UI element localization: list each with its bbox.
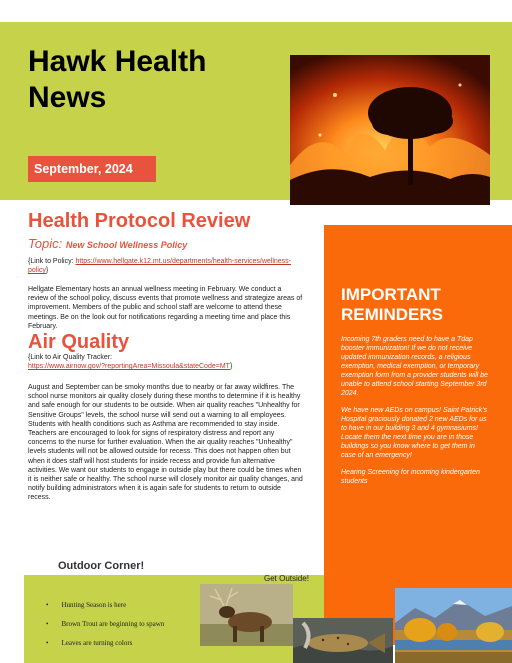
reminders-heading: IMPORTANT REMINDERS xyxy=(341,285,444,324)
air-quality-body: August and September can be smoky months due to nearby or far away wildfires. The school nurse monitors air quality closely during these months to determine if it is healthy and safe enough for our students to be outside. When air quality reaches "Unhealthy for Sensitive Groups" levels, the school nurse will send out a warning to all employees. Students with health conditions such as Asthma are recommended to stay inside. Teachers are encouraged to look for signs of respiratory distress and report any concerns to the nurse for further evaluation. When the air quality reaches "Unhealthy" levels students will not be allowed outside for recess. This does not happen often but when it does staff will host students for inside recess and provide fun alternative activities. We want our students to engage in outside play but there could be times when it is neither safe or healthy. The school nurse will closely monitor air quality changes, and notify building administrators when it is again safe for students to return to outside recess. xyxy=(28,384,303,502)
outdoor-list xyxy=(46,601,164,658)
air-link-suffix: } xyxy=(229,363,233,370)
reminders-panel xyxy=(324,225,512,645)
outdoor-heading: Outdoor Corner! xyxy=(58,560,145,572)
outdoor-subheading: Get Outside! xyxy=(264,574,309,583)
protocol-topic xyxy=(28,236,187,251)
protocol-heading: Health Protocol Review xyxy=(28,210,251,232)
topic-label: Topic: xyxy=(28,236,63,251)
reminder-item: Hearing Screening for incoming kindergarten students xyxy=(341,469,480,485)
reminder-item: We have new AEDs on campus! Saint Patrick's Hospital graciously donated 2 new AEDs for us to have in our building 3 and 4 gymnasiums! Locate them the next time you are in those buildings so you know where to get them in case of an emergency! xyxy=(341,407,488,459)
trout-photo xyxy=(293,618,393,663)
air-link-prefix: {Link to Air Quality Tracker: xyxy=(28,354,113,361)
air-link[interactable]: https://www.airnow.gov/?reportingArea=Missoula&stateCode=MT xyxy=(28,363,230,370)
autumn-landscape-photo xyxy=(395,588,512,663)
air-quality-heading: Air Quality xyxy=(28,331,130,353)
newsletter-title: Hawk Health News xyxy=(28,45,207,114)
date-badge: September, 2024 xyxy=(28,156,156,182)
list-item: • Leaves are turning colors xyxy=(46,639,164,647)
protocol-body: Hellgate Elementary hosts an annual wellness meeting in February. We conduct a review of the school policy, discuss events that promote wellness and strategize areas of improvement. Members of the public and school staff are welcome to attend these meetings. Be on the look out for notifications regarding a meeting time and place this February. xyxy=(28,286,303,330)
policy-link-prefix: {Link to Policy: xyxy=(28,258,76,265)
wildfire-photo xyxy=(290,55,490,205)
list-item: • Hunting Season is here xyxy=(46,601,164,609)
reminder-item: Incoming 7th graders need to have a Tdap booster immunization! If we do not receive updated immunization records, a religious exemption, medical exemption, or temporary exemption form from a provider students will be unable to attend school starting September 3rd 2024. xyxy=(341,336,489,397)
policy-link[interactable]: https://www.hellgate.k12.mt.us/departments/health-services/wellness-policy xyxy=(28,258,292,274)
elk-photo xyxy=(200,584,293,646)
list-item: • Brown Trout are beginning to spawn xyxy=(46,620,164,628)
policy-link-line xyxy=(28,257,298,275)
policy-link-suffix: } xyxy=(45,267,49,274)
air-link-line xyxy=(28,353,298,371)
topic-value: New School Wellness Policy xyxy=(65,240,188,250)
